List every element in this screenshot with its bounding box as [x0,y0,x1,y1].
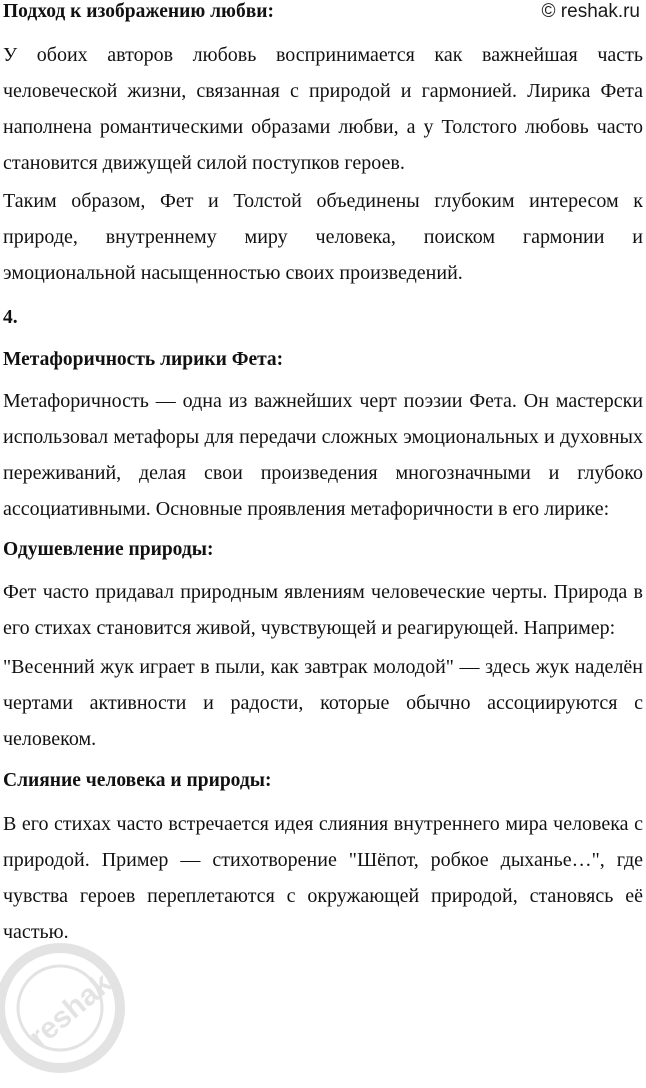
section-number: 4. [3,307,18,328]
paragraph-personification: Фет часто придавал природным явлениям человеческие черты. Природа в его стихах становится живой, чувствующей и реагирующей. Например: [3,581,643,639]
header-row [3,0,640,27]
section-heading-love: Подход к изображению любви: [3,1,274,22]
svg-text:reshak: reshak [22,966,119,1055]
paragraph-love: У обоих авторов любовь воспринимается как важнейшая часть человеческой жизни, связанная с природой и гармонией. Лирика Фета наполнена романтическими образами любви, а у Толстого любовь часто становится движущей силой поступков героев. [3,44,643,174]
section-heading-personification: Одушевление природы: [3,539,214,560]
document-body [3,37,643,950]
paragraph-metaphor: Метафоричность — одна из важнейших черт поэзии Фета. Он мастерски использовал метафоры для передачи сложных эмоциональных и духовных переживаний, делая свои произведения многозначными и глубоко ассоциативными. Основные проявления метафоричности в его лирике: [3,390,643,520]
paragraph-fusion: В его стихах часто встречается идея слияния внутреннего мира человека с природой. Пример — стихотворение "Шёпот, робкое дыханье…", где чувства героев переплетаются с окружающей природой, становясь её частью. [3,813,643,943]
section-heading-metaphor: Метафоричность лирики Фета: [3,349,284,370]
paragraph-example: "Весенний жук играет в пыли, как завтрак молодой" — здесь жук наделён чертами активности и радости, которые обычно ассоциируются с человеком. [3,656,643,750]
paragraph-conclusion: Таким образом, Фет и Толстой объединены глубоким интересом к природе, внутреннему миру человека, поиском гармонии и эмоциональной насыщенностью своих произведений. [3,190,643,284]
section-heading-fusion: Слияние человека и природы: [3,770,272,791]
site-watermark: © reshak.ru [541,1,640,22]
